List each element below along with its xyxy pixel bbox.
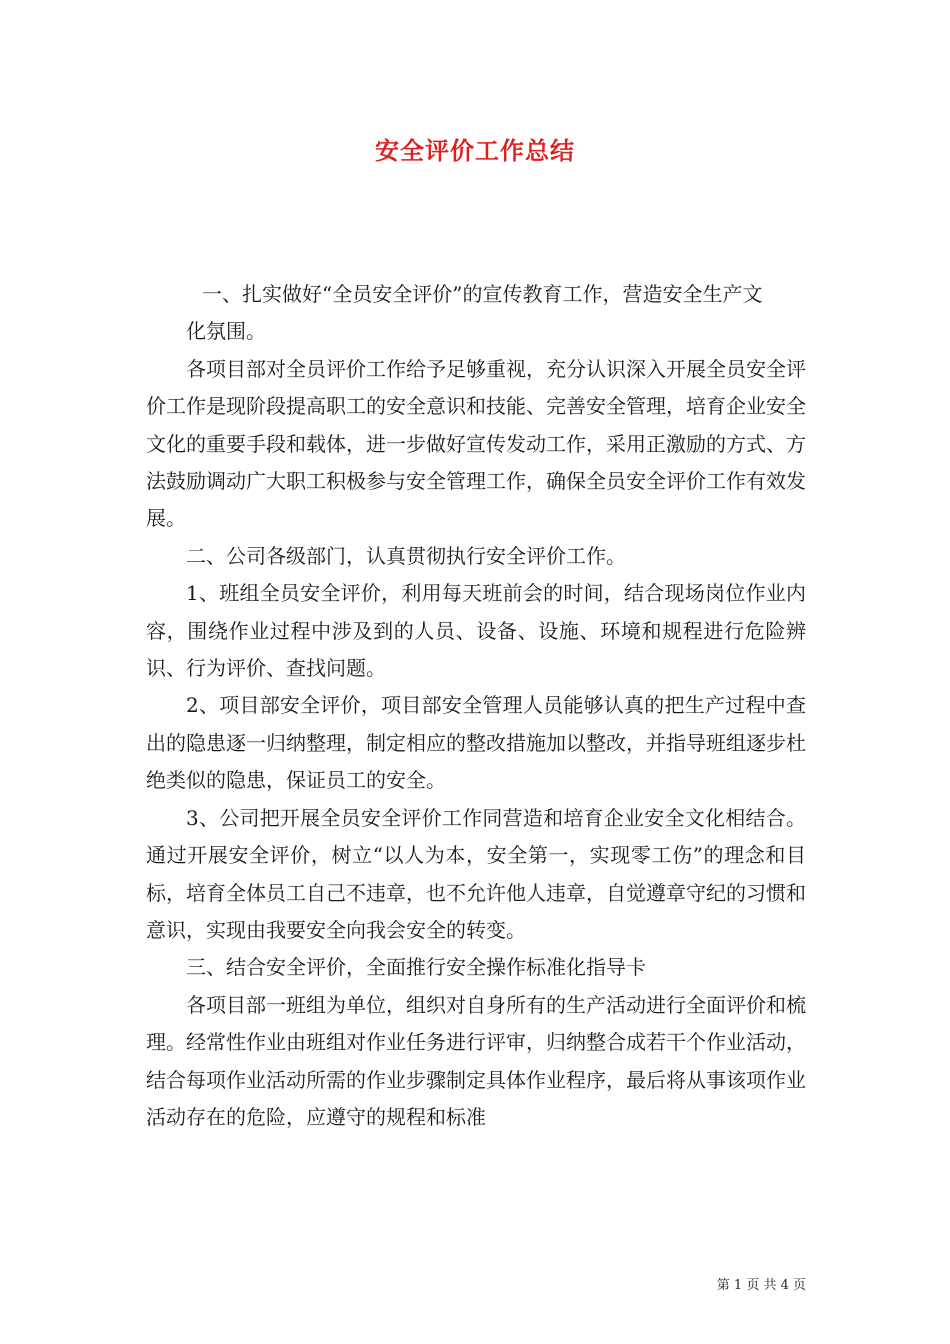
document-body — [146, 276, 806, 1136]
section-heading-2: 二、公司各级部门，认真贯彻执行安全评价工作。 — [186, 543, 626, 568]
paragraph: 3、公司把开展全员安全评价工作同营造和培育企业安全文化相结合。通过开展安全评价，树立“以人为本，安全第一，实现零工伤”的理念和目标，培育全体员工自己不违章，也不允许他人违章，自觉遵章守纪的习惯和意识，实现由我要安全向我会安全的转变。 — [146, 805, 806, 942]
page-number: 第 1 页 共 4 页 — [716, 1278, 806, 1293]
paragraph: 各项目部一班组为单位，组织对自身所有的生产活动进行全面评价和梳理。经常性作业由班组对作业任务进行评审，归纳整合成若干个作业活动，结合每项作业活动所需的作业步骤制定具体作业程序，最后将从事该项作业活动存在的危险，应遵守的规程和标准 — [146, 992, 806, 1129]
section-heading-1-continued: 化氛围。 — [186, 319, 266, 344]
paragraph: 各项目部对全员评价工作给予足够重视，充分认识深入开展全员安全评价工作是现阶段提高职工的安全意识和技能、完善安全管理，培育企业安全文化的重要手段和载体，进一步做好宣传发动工作，采用正激励的方式、方法鼓励调动广大职工积极参与安全管理工作，确保全员安全评价工作有效发展。 — [146, 356, 806, 531]
section-heading-1: 一、扎实做好“全员安全评价”的宣传教育工作，营造安全生产文 — [202, 282, 763, 306]
paragraph: 1、班组全员安全评价，利用每天班前会的时间，结合现场岗位作业内容，围绕作业过程中涉及到的人员、设备、设施、环境和规程进行危险辨识、行为评价、查找问题。 — [146, 581, 806, 681]
paragraph: 2、项目部安全评价，项目部安全管理人员能够认真的把生产过程中查出的隐患逐一归纳整理，制定相应的整改措施加以整改，并指导班组逐步杜绝类似的隐患，保证员工的安全。 — [146, 693, 806, 793]
section-heading-3: 三、结合安全评价，全面推行安全操作标准化指导卡 — [186, 955, 646, 980]
document-title: 安全评价工作总结 — [375, 136, 575, 165]
